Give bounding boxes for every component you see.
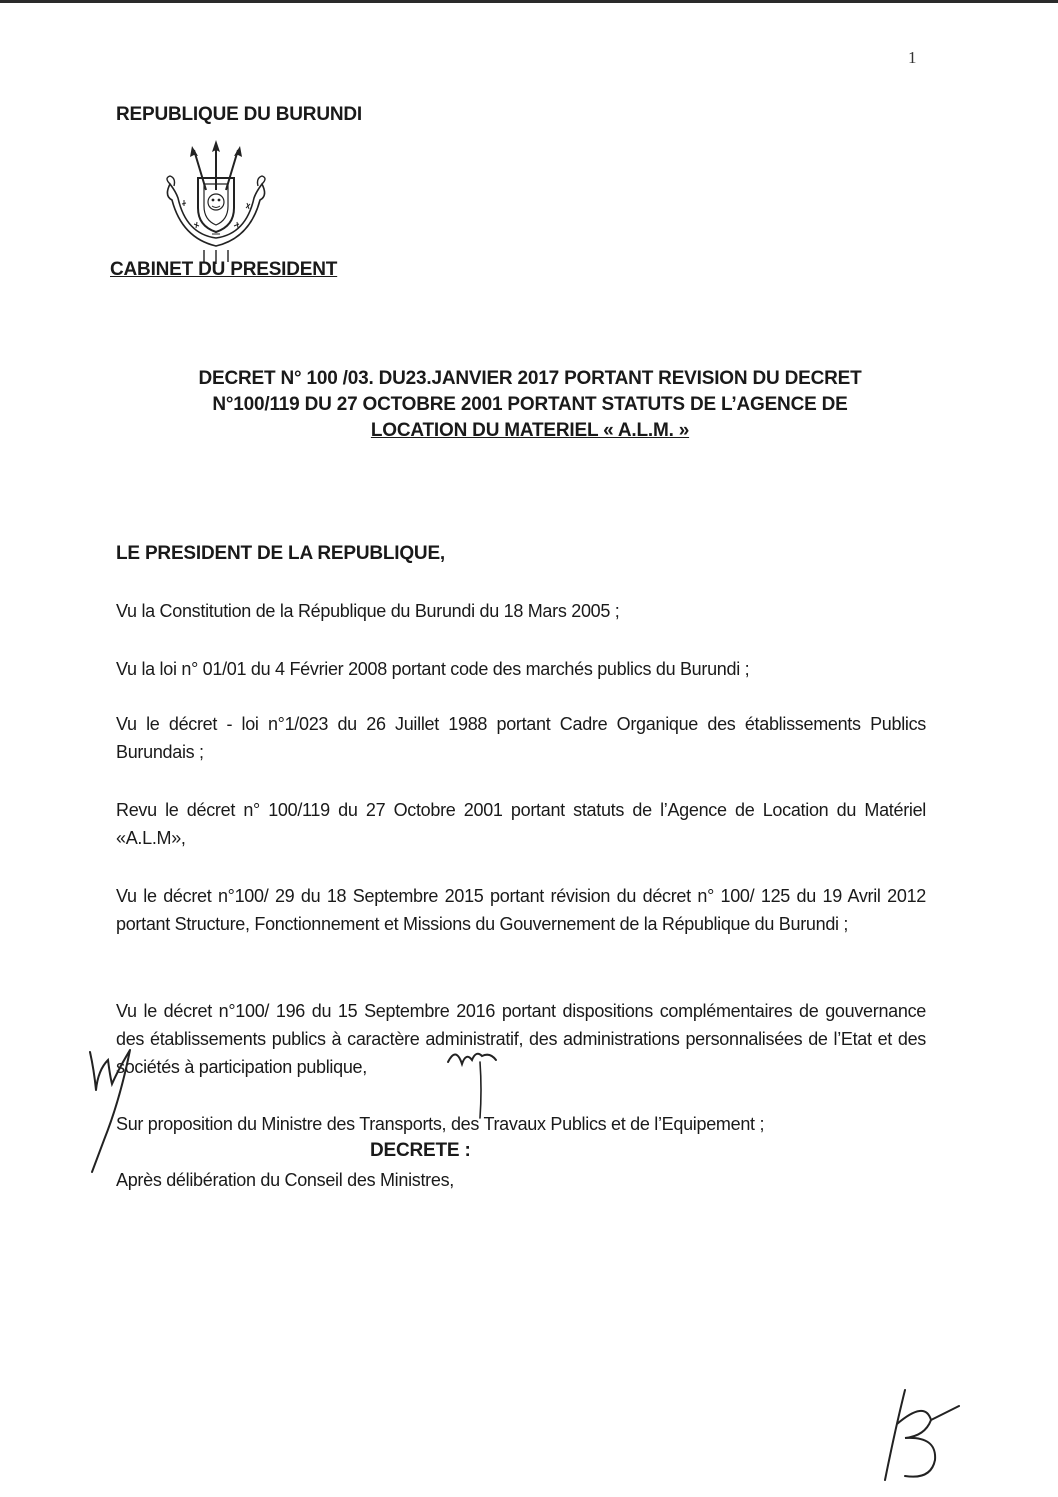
preamble-paragraph: Revu le décret n° 100/119 du 27 Octobre 2001 portant statuts de l’Agence de Location du Matériel «A.L.M», (116, 800, 926, 848)
preamble-paragraph: Vu la Constitution de la République du Burundi du 18 Mars 2005 ; (116, 601, 620, 621)
decree-title (118, 366, 942, 444)
preamble-paragraph: Vu le décret n°100/ 29 du 18 Septembre 2015 portant révision du décret n° 100/ 125 du 19 Avril 2012 portant Structure, Fonctionnement et Missions du Gouvernement de la République du Burundi ; (116, 886, 926, 934)
preamble-paragraph: Sur proposition du Ministre des Transports, des Travaux Publics et de l’Equipement ; (116, 1114, 765, 1134)
preamble-paragraph: Après délibération du Conseil des Ministres, (116, 1170, 454, 1190)
coat-of-arms-emblem (160, 138, 272, 266)
preamble-paragraph: Vu le décret - loi n°1/023 du 26 Juillet 1988 portant Cadre Organique des établissements Publics Burundais ; (116, 714, 926, 762)
decrete-heading: DECRETE : (370, 1140, 471, 1161)
decree-title-line-3: LOCATION DU MATERIEL « A.L.M. » (370, 420, 690, 441)
initials-signature-left (80, 1040, 150, 1180)
decree-title-line-2: N°100/119 DU 27 OCTOBRE 2001 PORTANT STATUTS DE L’AGENCE DE (212, 394, 848, 415)
cabinet-heading: CABINET DU PRESIDENT (110, 259, 338, 280)
decree-title-line-1: DECRET N° 100 /03. DU23.JANVIER 2017 PORTANT REVISION DU DECRET (198, 368, 862, 389)
president-heading: LE PRESIDENT DE LA REPUBLIQUE, (116, 543, 445, 564)
initials-signature-center (440, 1040, 510, 1130)
scan-top-edge (0, 0, 1058, 3)
initials-signature-right (875, 1380, 965, 1490)
page-number: 1 (908, 48, 917, 67)
preamble-paragraph: Vu le décret n°100/ 196 du 15 Septembre 2016 portant dispositions complémentaires de gouvernance des établissements publics à caractère administratif, des administrations personnalisées de l’Etat et des sociétés à participation publique, (116, 1001, 926, 1077)
republic-heading: REPUBLIQUE DU BURUNDI (116, 104, 362, 125)
preamble-paragraph: Vu la loi n° 01/01 du 4 Février 2008 portant code des marchés publics du Burundi ; (116, 659, 750, 679)
